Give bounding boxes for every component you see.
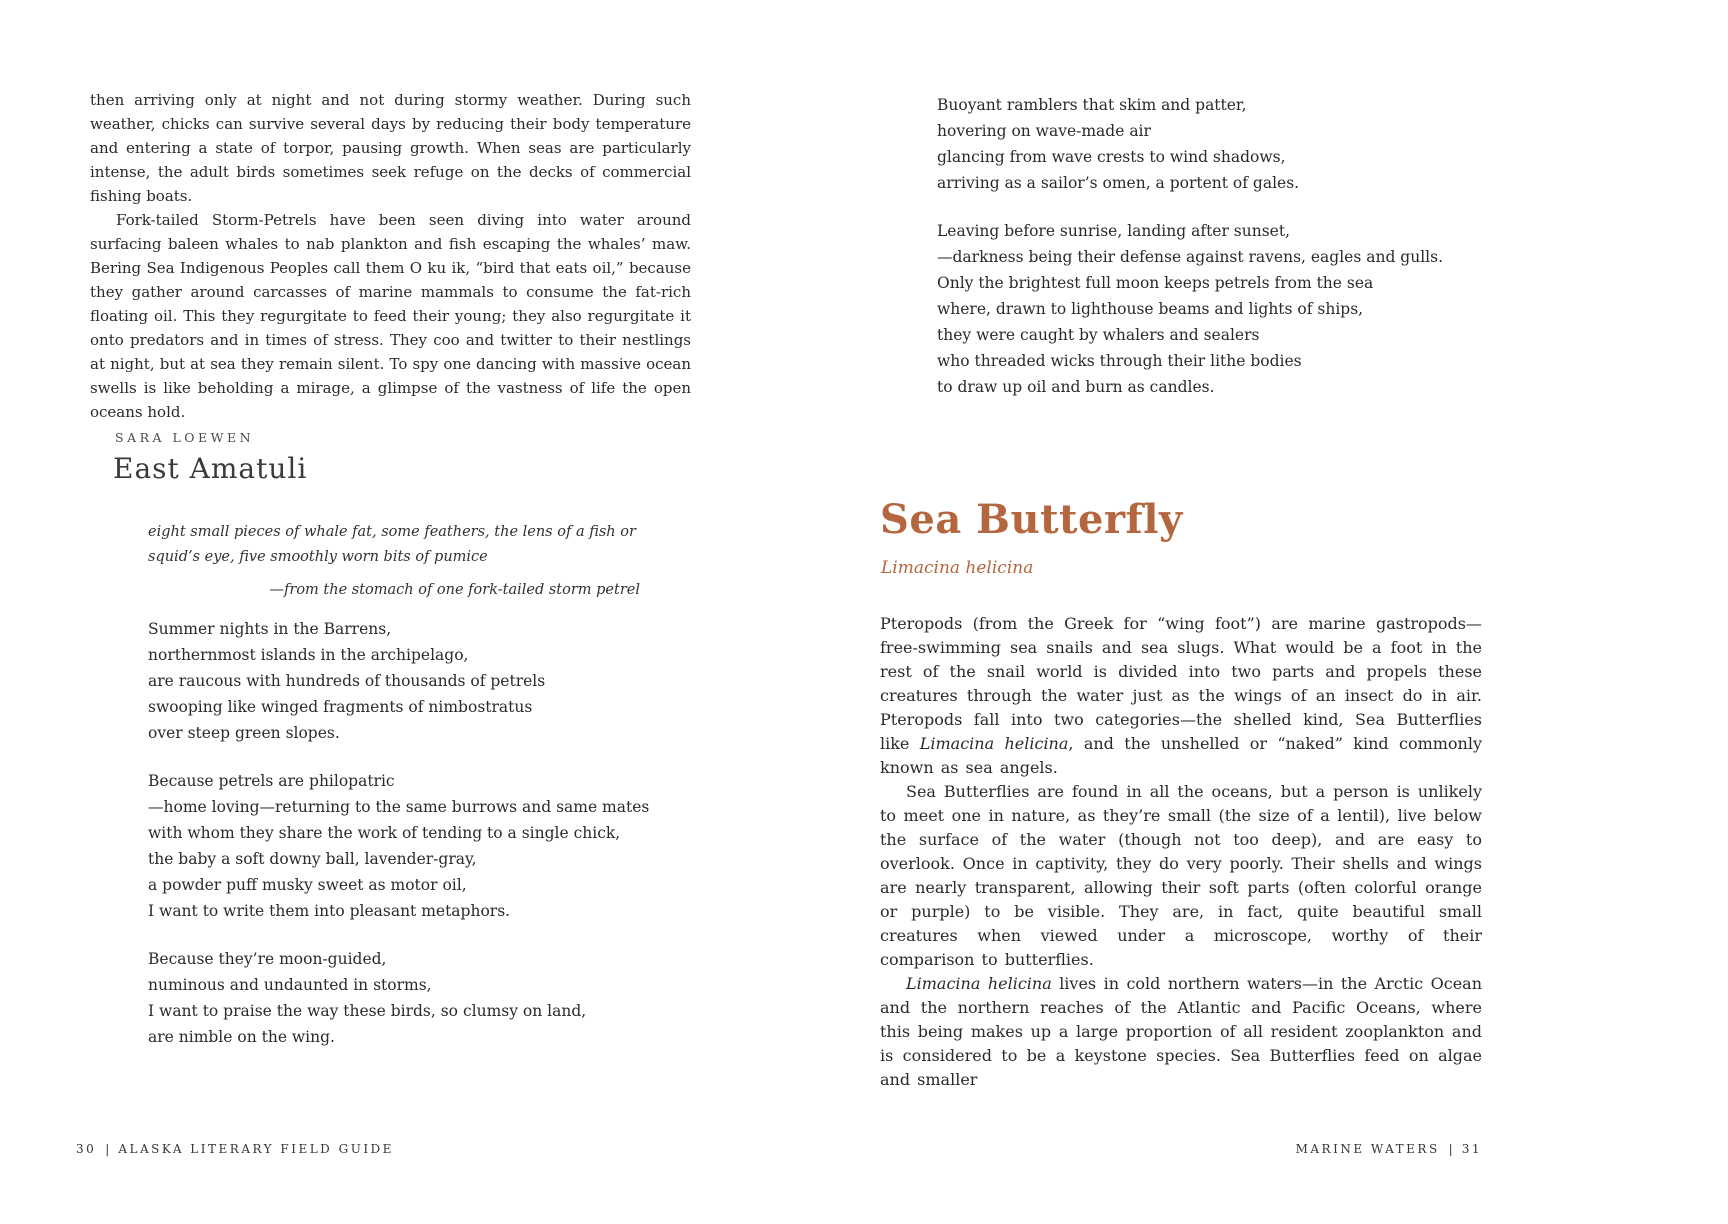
poem-line: Because they’re moon-guided, [148,950,387,968]
poem-epigraph [148,520,640,603]
body-paragraph [90,88,691,208]
footer-separator: | [105,1142,110,1156]
poem-line: where, drawn to lighthouse beams and lights of ships, [937,300,1364,318]
poem-line: —darkness being their defense against ravens, eagles and gulls. [937,248,1444,266]
poem-line: Summer nights in the Barrens, [148,620,392,638]
poem-line: —home loving—returning to the same burrows and same mates [148,798,650,816]
species-name-inline: Limacina helicina [906,974,1052,993]
right-page-prose [880,612,1482,1092]
poem-line: I want to write them into pleasant metaphors. [148,902,511,920]
poem-line: they were caught by whalers and sealers [937,326,1260,344]
species-subtitle: Limacina helicina [881,558,1034,578]
body-paragraph [880,972,1482,1092]
poem-line: the baby a soft downy ball, lavender-gray, [148,850,477,868]
poem-title: East Amatuli [113,452,308,485]
body-paragraph [880,780,1482,972]
left-page-prose [90,88,691,424]
body-paragraph [880,612,1482,780]
poem-stanza [148,946,649,1050]
poem-line: arriving as a sailor’s omen, a portent of gales. [937,174,1300,192]
poem-stanza [937,218,1443,400]
body-paragraph [90,208,691,424]
text-run: , and the unshelled or “naked” kind commonly known as sea angels. [880,734,1483,777]
poem-author: SARA LOEWEN [115,430,255,445]
text-run: lives in cold northern waters—in the Arctic Ocean and the northern reaches of the Atlantic and Pacific Oceans, where this being makes up a large proportion of all resident zooplankton and is considered to be a keystone species. Sea Butterflies feed on algae and smaller [880,974,1483,1089]
poem-line: northernmost islands in the archipelago, [148,646,469,664]
section-heading: Sea Butterfly [880,496,1183,543]
poem-line: Buoyant ramblers that skim and patter, [937,96,1247,114]
poem-line: hovering on wave-made air [937,122,1151,140]
poem-body-right [937,92,1443,422]
text-run: Sea Butterflies are found in all the oceans, but a person is unlikely to meet one in nature, as they’re small (the size of a lentil), live below the surface of the water (though not too deep), and are easy to overlook. Once in captivity, they do very poorly. Their shells and wings are nearly transparent, allowing their soft parts (often colorful orange or purple) to be visible. They are, in fact, quite beautiful small creatures when viewed under a microscope, worthy of their comparison to butterflies. [880,782,1482,969]
epigraph-text: eight small pieces of whale fat, some feathers, the lens of a fish or squid’s eye, five smoothly worn bits of pumice [148,524,636,565]
poem-line: swooping like winged fragments of nimbostratus [148,698,533,716]
poem-line: Leaving before sunrise, landing after sunset, [937,222,1291,240]
section-label: MARINE WATERS [1295,1142,1440,1156]
footer-left [76,1142,394,1156]
poem-line: Only the brightest full moon keeps petrels from the sea [937,274,1374,292]
poem-stanza [937,92,1443,196]
poem-stanza [148,768,649,924]
text-run: Pteropods (from the Greek for “wing foot”) are marine gastropods—free-swimming sea snails and sea slugs. What would be a foot in the rest of the snail world is divided into two parts and propels these creatures through the water just as the wings of an insect do in air. Pteropods fall into two categories—the shelled kind, Sea Butterflies like [880,614,1482,753]
poem-line: Because petrels are philopatric [148,772,395,790]
poem-line: a powder puff musky sweet as motor oil, [148,876,467,894]
poem-line: to draw up oil and burn as candles. [937,378,1215,396]
poem-line: who threaded wicks through their lithe bodies [937,352,1302,370]
poem-line: I want to praise the way these birds, so clumsy on land, [148,1002,587,1020]
poem-body-left [148,616,649,1072]
species-name-inline: Limacina helicina [919,734,1069,753]
footer-separator: | [1448,1142,1453,1156]
poem-line: are raucous with hundreds of thousands of petrels [148,672,546,690]
page-number: 31 [1461,1142,1482,1156]
text-run: Fork-tailed Storm-Petrels have been seen diving into water around surfacing baleen whales to nab plankton and fish escaping the whales’ maw. Bering Sea Indigenous Peoples call them O ku ik, “bird that eats oil,” because they gather around carcasses of marine mammals to consume the fat-rich floating oil. This they regurgitate to feed their young; they also regurgitate it onto predators and in times of stress. They coo and twitter to their nestlings at night, but at sea they remain silent. To spy one dancing with massive ocean swells is like beholding a mirage, a glimpse of the vastness of life the open oceans hold. [90,211,691,421]
poem-line: with whom they share the work of tending to a single chick, [148,824,621,842]
text-run: then arriving only at night and not during stormy weather. During such weather, chicks can survive several days by reducing their body temperature and entering a state of torpor, pausing growth. When seas are particularly intense, the adult birds sometimes seek refuge on the decks of commercial fishing boats. [90,91,691,205]
poem-line: numinous and undaunted in storms, [148,976,432,994]
poem-line: glancing from wave crests to wind shadows, [937,148,1286,166]
poem-stanza [148,616,649,746]
footer-right [880,1142,1482,1156]
page-number: 30 [76,1142,97,1156]
poem-line: over steep green slopes. [148,724,340,742]
epigraph-attribution: —from the stomach of one fork-tailed storm petrel [269,582,640,598]
poem-line: are nimble on the wing. [148,1028,335,1046]
book-title: ALASKA LITERARY FIELD GUIDE [118,1142,394,1156]
